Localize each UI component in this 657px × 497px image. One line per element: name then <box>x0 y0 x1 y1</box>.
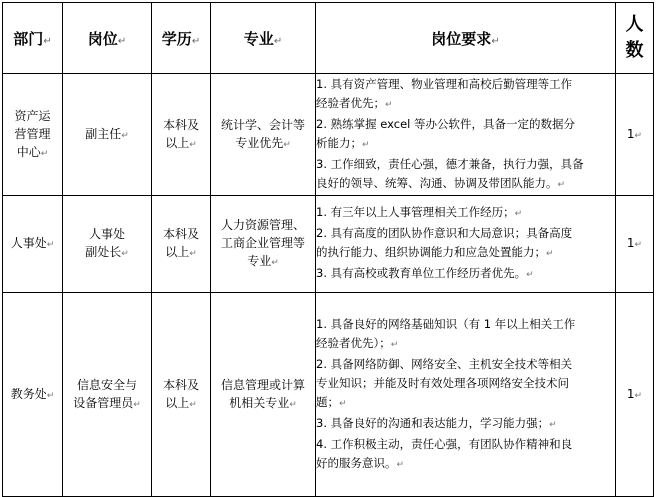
major-cell: 人力资源管理、 工商企业管理等 专业↵ <box>211 196 316 293</box>
header-count: 人 数 <box>616 3 654 74</box>
position-cell: 人事处 副处长↵ <box>63 196 152 293</box>
table-row <box>3 196 654 293</box>
position-cell: 副主任↵ <box>63 74 152 196</box>
header-dept: 部门↵ <box>3 3 63 74</box>
education-cell: 本科及 以上↵ <box>152 293 211 497</box>
requirements-cell: 1. 具备良好的网络基础知识（有 1 年以上相关工作 经验者优先）；↵ 2. 具备网络防御、网络安全、主机安全技术等相关 专业知识；并能及时有效处理各项网络安全技术问 题；↵ 3. 具备良好的沟通和表达能力，学习能力强；↵ 4. 工作积极主动，责任心强，有团队协作精神和良 好的服务意识。↵ <box>316 293 616 497</box>
dept-cell: 人事处↵ <box>3 196 63 293</box>
table-row <box>3 74 654 196</box>
header-requirements: 岗位要求↵ <box>316 3 616 74</box>
education-cell: 本科及 以上↵ <box>152 74 211 196</box>
job-table <box>2 2 654 497</box>
dept-cell: 资产运 营管理 中心↵ <box>3 74 63 196</box>
dept-cell: 教务处↵ <box>3 293 63 497</box>
requirements-cell: 1. 有三年以上人事管理相关工作经历；↵ 2. 具有高度的团队协作意识和大局意识；具备高度 的执行能力、组织协调能力和应急处置能力；↵ 3. 具有高校或教育单位工作经历者优先。↵ <box>316 196 616 293</box>
table-row <box>3 293 654 497</box>
header-major: 专业↵ <box>211 3 316 74</box>
header-position: 岗位↵ <box>63 3 152 74</box>
position-cell: 信息安全与 设备管理员↵ <box>63 293 152 497</box>
count-cell: 1↵ <box>616 74 654 196</box>
count-cell: 1↵ <box>616 196 654 293</box>
header-education: 学历↵ <box>152 3 211 74</box>
count-cell: 1↵ <box>616 293 654 497</box>
major-cell: 统计学、会计等 专业优先↵ <box>211 74 316 196</box>
major-cell: 信息管理或计算 机相关专业↵ <box>211 293 316 497</box>
header-row <box>3 3 654 74</box>
education-cell: 本科及 以上↵ <box>152 196 211 293</box>
requirements-cell: 1. 具有资产管理、物业管理和高校后勤管理等工作 经验者优先；↵ 2. 熟练掌握 excel 等办公软件，具备一定的数据分 析能力；↵ 3. 工作细致，责任心强，德才兼备，执行力强，具备 良好的领导、统筹、沟通、协调及带团队能力。↵ <box>316 74 616 196</box>
